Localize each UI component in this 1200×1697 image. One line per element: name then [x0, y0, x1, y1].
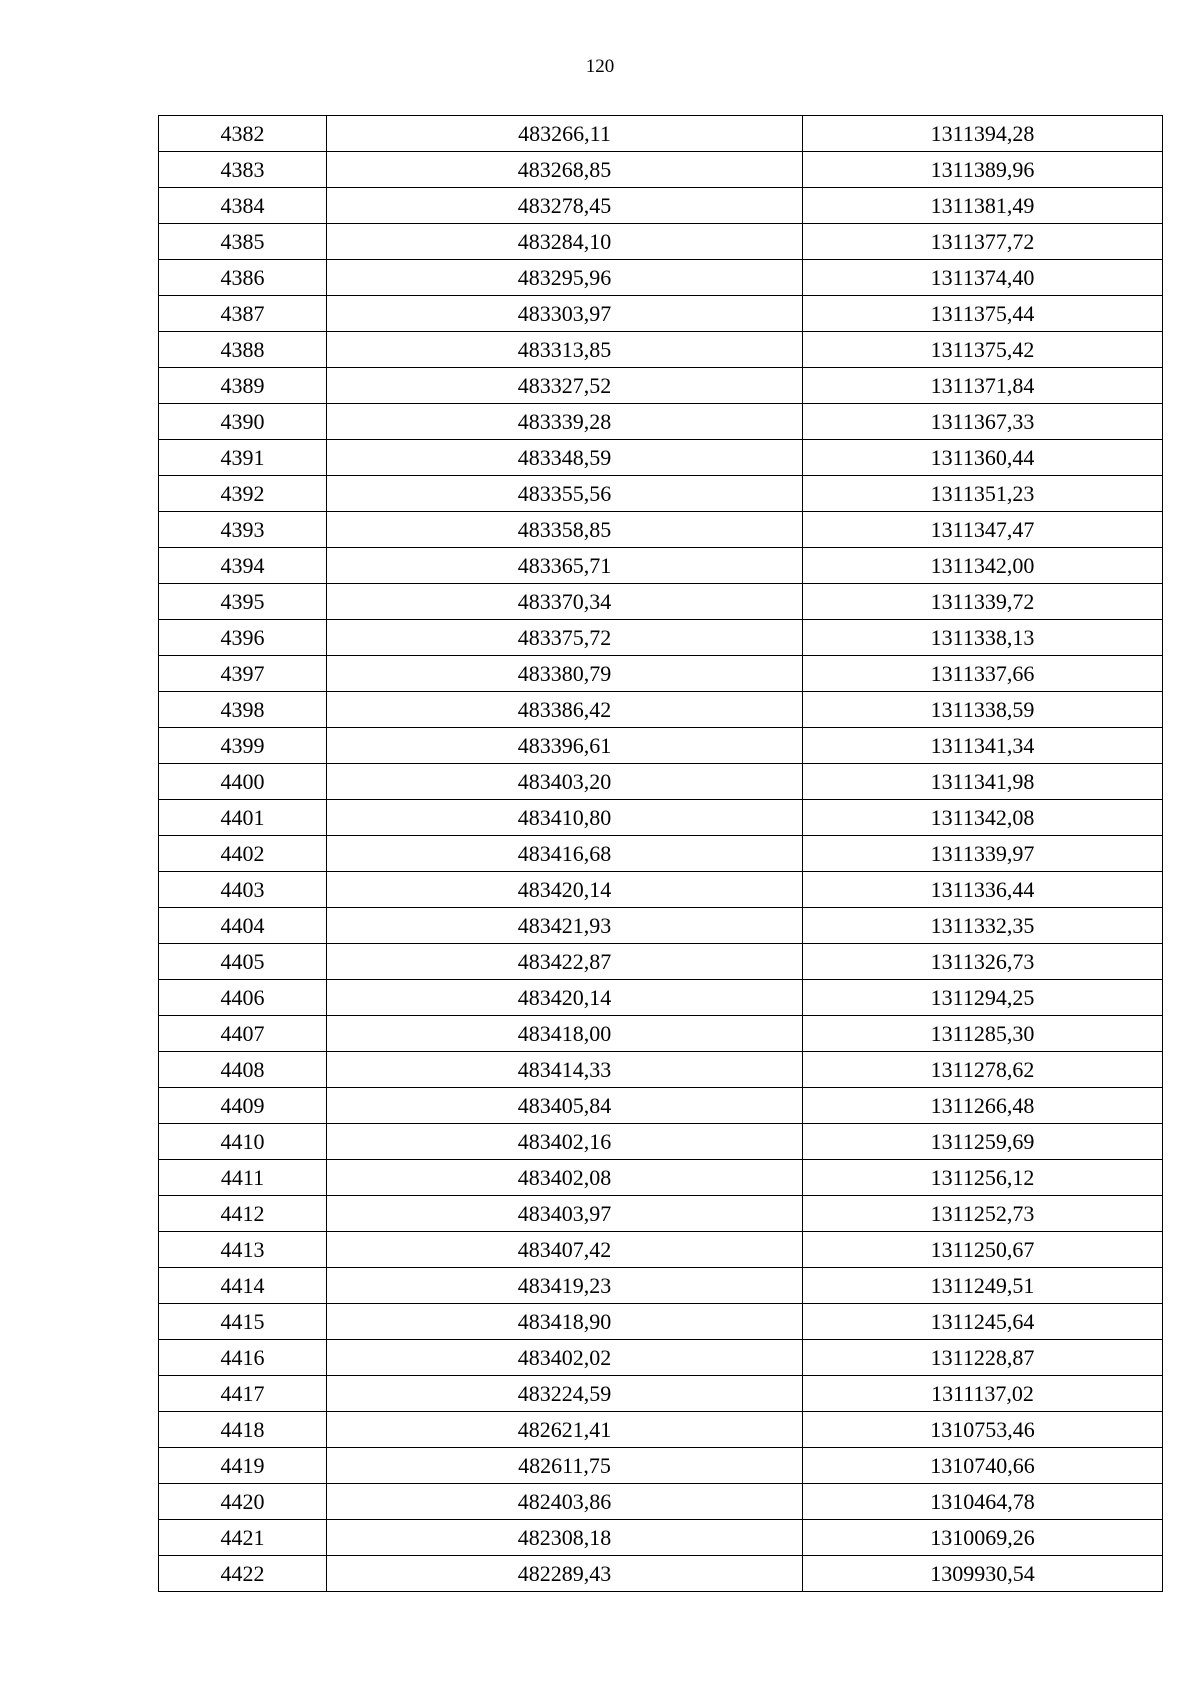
point-number-cell: 4382 [159, 116, 327, 152]
y-coordinate-cell: 1311338,59 [803, 692, 1163, 728]
table-row [159, 512, 1163, 548]
table-row [159, 1340, 1163, 1376]
table-row [159, 1484, 1163, 1520]
point-number-cell: 4414 [159, 1268, 327, 1304]
x-coordinate-cell: 483416,68 [327, 836, 803, 872]
point-number-cell: 4418 [159, 1412, 327, 1448]
y-coordinate-cell: 1311367,33 [803, 404, 1163, 440]
y-coordinate-cell: 1311339,72 [803, 584, 1163, 620]
y-coordinate-cell: 1311339,97 [803, 836, 1163, 872]
point-number-cell: 4407 [159, 1016, 327, 1052]
point-number-cell: 4406 [159, 980, 327, 1016]
x-coordinate-cell: 483422,87 [327, 944, 803, 980]
table-row [159, 1556, 1163, 1592]
point-number-cell: 4400 [159, 764, 327, 800]
point-number-cell: 4390 [159, 404, 327, 440]
x-coordinate-cell: 483365,71 [327, 548, 803, 584]
x-coordinate-cell: 482403,86 [327, 1484, 803, 1520]
point-number-cell: 4393 [159, 512, 327, 548]
y-coordinate-cell: 1311259,69 [803, 1124, 1163, 1160]
table-row [159, 800, 1163, 836]
table-row [159, 404, 1163, 440]
y-coordinate-cell: 1311252,73 [803, 1196, 1163, 1232]
point-number-cell: 4412 [159, 1196, 327, 1232]
x-coordinate-cell: 483358,85 [327, 512, 803, 548]
x-coordinate-cell: 483303,97 [327, 296, 803, 332]
y-coordinate-cell: 1311285,30 [803, 1016, 1163, 1052]
y-coordinate-cell: 1311374,40 [803, 260, 1163, 296]
table-row [159, 944, 1163, 980]
x-coordinate-cell: 483224,59 [327, 1376, 803, 1412]
table-row [159, 188, 1163, 224]
table-row [159, 764, 1163, 800]
table-row [159, 980, 1163, 1016]
point-number-cell: 4399 [159, 728, 327, 764]
x-coordinate-cell: 483348,59 [327, 440, 803, 476]
table-row [159, 656, 1163, 692]
x-coordinate-cell: 483420,14 [327, 872, 803, 908]
point-number-cell: 4386 [159, 260, 327, 296]
point-number-cell: 4409 [159, 1088, 327, 1124]
table-row [159, 728, 1163, 764]
y-coordinate-cell: 1310069,26 [803, 1520, 1163, 1556]
point-number-cell: 4387 [159, 296, 327, 332]
x-coordinate-cell: 483313,85 [327, 332, 803, 368]
table-row [159, 368, 1163, 404]
y-coordinate-cell: 1311249,51 [803, 1268, 1163, 1304]
x-coordinate-cell: 483266,11 [327, 116, 803, 152]
point-number-cell: 4398 [159, 692, 327, 728]
table-row [159, 908, 1163, 944]
y-coordinate-cell: 1311250,67 [803, 1232, 1163, 1268]
point-number-cell: 4416 [159, 1340, 327, 1376]
point-number-cell: 4389 [159, 368, 327, 404]
table-row [159, 260, 1163, 296]
table-row [159, 1268, 1163, 1304]
x-coordinate-cell: 483295,96 [327, 260, 803, 296]
x-coordinate-cell: 483268,85 [327, 152, 803, 188]
x-coordinate-cell: 483403,20 [327, 764, 803, 800]
x-coordinate-cell: 483405,84 [327, 1088, 803, 1124]
y-coordinate-cell: 1311266,48 [803, 1088, 1163, 1124]
table-row [159, 296, 1163, 332]
y-coordinate-cell: 1311256,12 [803, 1160, 1163, 1196]
point-number-cell: 4394 [159, 548, 327, 584]
x-coordinate-cell: 483418,90 [327, 1304, 803, 1340]
table-row [159, 692, 1163, 728]
point-number-cell: 4392 [159, 476, 327, 512]
point-number-cell: 4404 [159, 908, 327, 944]
x-coordinate-cell: 483421,93 [327, 908, 803, 944]
point-number-cell: 4413 [159, 1232, 327, 1268]
point-number-cell: 4415 [159, 1304, 327, 1340]
x-coordinate-cell: 482611,75 [327, 1448, 803, 1484]
table-row [159, 224, 1163, 260]
x-coordinate-cell: 483407,42 [327, 1232, 803, 1268]
table-row [159, 1196, 1163, 1232]
point-number-cell: 4395 [159, 584, 327, 620]
y-coordinate-cell: 1311394,28 [803, 116, 1163, 152]
table-row [159, 116, 1163, 152]
coordinates-table-body [159, 116, 1163, 1592]
point-number-cell: 4408 [159, 1052, 327, 1088]
x-coordinate-cell: 483418,00 [327, 1016, 803, 1052]
point-number-cell: 4388 [159, 332, 327, 368]
point-number-cell: 4411 [159, 1160, 327, 1196]
table-row [159, 1160, 1163, 1196]
x-coordinate-cell: 483420,14 [327, 980, 803, 1016]
table-row [159, 152, 1163, 188]
point-number-cell: 4422 [159, 1556, 327, 1592]
table-row [159, 440, 1163, 476]
x-coordinate-cell: 483419,23 [327, 1268, 803, 1304]
y-coordinate-cell: 1311245,64 [803, 1304, 1163, 1340]
point-number-cell: 4385 [159, 224, 327, 260]
x-coordinate-cell: 482308,18 [327, 1520, 803, 1556]
x-coordinate-cell: 483402,16 [327, 1124, 803, 1160]
x-coordinate-cell: 483375,72 [327, 620, 803, 656]
table-row [159, 1088, 1163, 1124]
y-coordinate-cell: 1311338,13 [803, 620, 1163, 656]
x-coordinate-cell: 483414,33 [327, 1052, 803, 1088]
x-coordinate-cell: 483278,45 [327, 188, 803, 224]
table-row [159, 1376, 1163, 1412]
table-row [159, 1520, 1163, 1556]
x-coordinate-cell: 483370,34 [327, 584, 803, 620]
point-number-cell: 4420 [159, 1484, 327, 1520]
point-number-cell: 4391 [159, 440, 327, 476]
y-coordinate-cell: 1311342,00 [803, 548, 1163, 584]
y-coordinate-cell: 1311326,73 [803, 944, 1163, 980]
coordinates-table [158, 115, 1163, 1592]
table-row [159, 1124, 1163, 1160]
table-row [159, 1304, 1163, 1340]
table-row [159, 1052, 1163, 1088]
y-coordinate-cell: 1311341,34 [803, 728, 1163, 764]
y-coordinate-cell: 1311341,98 [803, 764, 1163, 800]
x-coordinate-cell: 483410,80 [327, 800, 803, 836]
point-number-cell: 4421 [159, 1520, 327, 1556]
page-number: 120 [585, 56, 615, 77]
x-coordinate-cell: 483386,42 [327, 692, 803, 728]
x-coordinate-cell: 483402,02 [327, 1340, 803, 1376]
y-coordinate-cell: 1310753,46 [803, 1412, 1163, 1448]
y-coordinate-cell: 1311375,42 [803, 332, 1163, 368]
y-coordinate-cell: 1311137,02 [803, 1376, 1163, 1412]
x-coordinate-cell: 483355,56 [327, 476, 803, 512]
y-coordinate-cell: 1311360,44 [803, 440, 1163, 476]
table-row [159, 1016, 1163, 1052]
y-coordinate-cell: 1310740,66 [803, 1448, 1163, 1484]
y-coordinate-cell: 1311375,44 [803, 296, 1163, 332]
y-coordinate-cell: 1311336,44 [803, 872, 1163, 908]
y-coordinate-cell: 1311278,62 [803, 1052, 1163, 1088]
table-row [159, 836, 1163, 872]
table-row [159, 476, 1163, 512]
point-number-cell: 4403 [159, 872, 327, 908]
point-number-cell: 4410 [159, 1124, 327, 1160]
y-coordinate-cell: 1311342,08 [803, 800, 1163, 836]
table-row [159, 1412, 1163, 1448]
table-row [159, 1448, 1163, 1484]
table-row [159, 620, 1163, 656]
point-number-cell: 4397 [159, 656, 327, 692]
point-number-cell: 4417 [159, 1376, 327, 1412]
point-number-cell: 4383 [159, 152, 327, 188]
x-coordinate-cell: 482289,43 [327, 1556, 803, 1592]
x-coordinate-cell: 483380,79 [327, 656, 803, 692]
y-coordinate-cell: 1309930,54 [803, 1556, 1163, 1592]
x-coordinate-cell: 482621,41 [327, 1412, 803, 1448]
point-number-cell: 4405 [159, 944, 327, 980]
x-coordinate-cell: 483396,61 [327, 728, 803, 764]
y-coordinate-cell: 1311332,35 [803, 908, 1163, 944]
x-coordinate-cell: 483339,28 [327, 404, 803, 440]
y-coordinate-cell: 1311347,47 [803, 512, 1163, 548]
x-coordinate-cell: 483403,97 [327, 1196, 803, 1232]
y-coordinate-cell: 1311371,84 [803, 368, 1163, 404]
table-row [159, 1232, 1163, 1268]
y-coordinate-cell: 1311294,25 [803, 980, 1163, 1016]
point-number-cell: 4402 [159, 836, 327, 872]
point-number-cell: 4419 [159, 1448, 327, 1484]
y-coordinate-cell: 1310464,78 [803, 1484, 1163, 1520]
y-coordinate-cell: 1311381,49 [803, 188, 1163, 224]
y-coordinate-cell: 1311351,23 [803, 476, 1163, 512]
point-number-cell: 4384 [159, 188, 327, 224]
y-coordinate-cell: 1311228,87 [803, 1340, 1163, 1376]
table-row [159, 584, 1163, 620]
point-number-cell: 4396 [159, 620, 327, 656]
x-coordinate-cell: 483327,52 [327, 368, 803, 404]
y-coordinate-cell: 1311389,96 [803, 152, 1163, 188]
table-row [159, 332, 1163, 368]
point-number-cell: 4401 [159, 800, 327, 836]
table-row [159, 548, 1163, 584]
table-row [159, 872, 1163, 908]
x-coordinate-cell: 483284,10 [327, 224, 803, 260]
x-coordinate-cell: 483402,08 [327, 1160, 803, 1196]
y-coordinate-cell: 1311337,66 [803, 656, 1163, 692]
y-coordinate-cell: 1311377,72 [803, 224, 1163, 260]
